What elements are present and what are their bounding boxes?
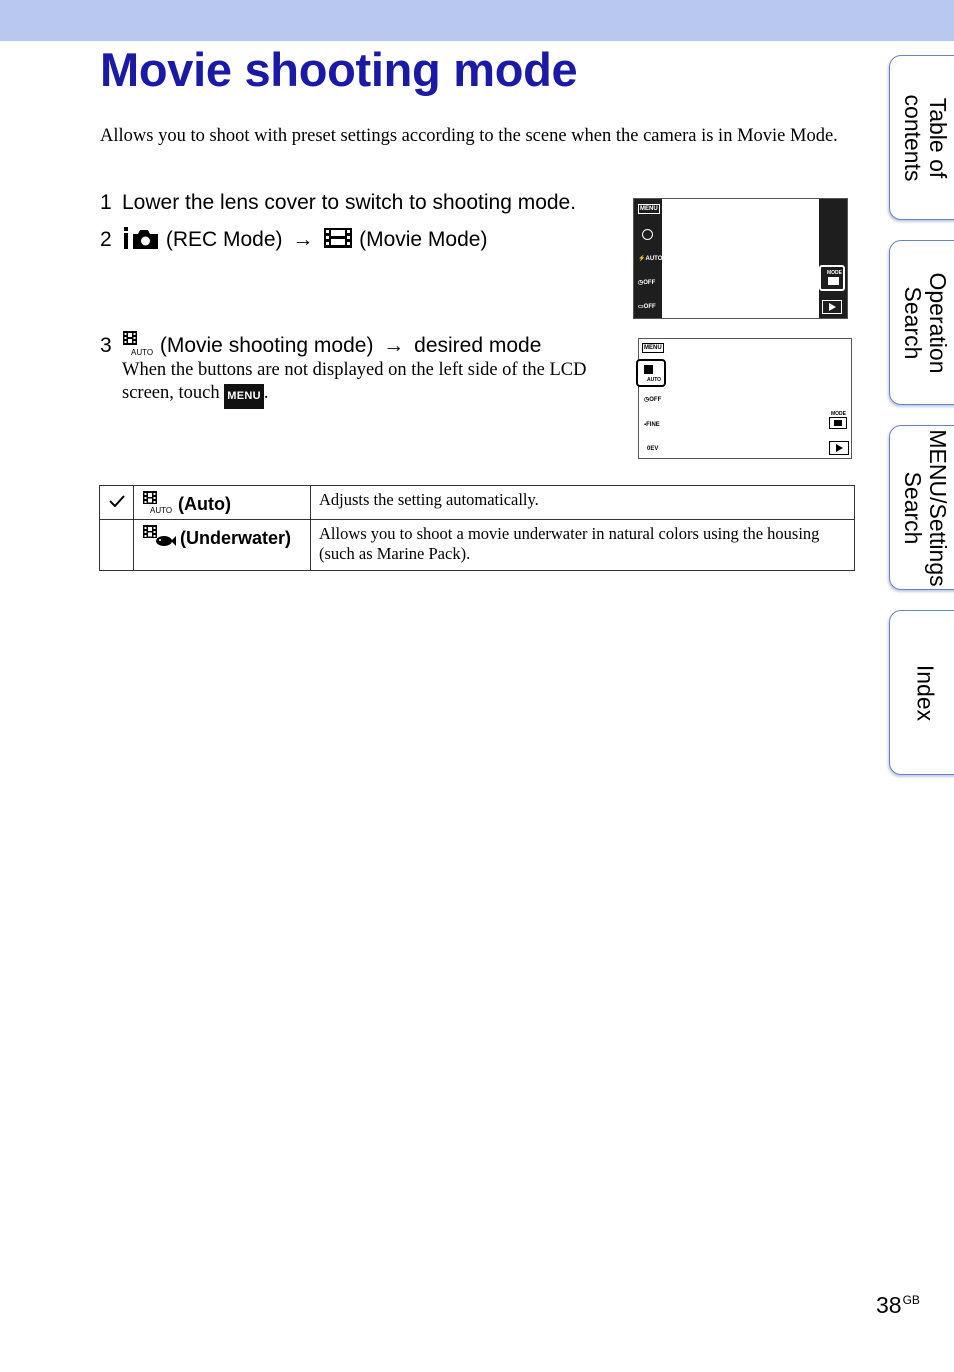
movie-shooting-mode-label: (Movie shooting mode)	[159, 334, 374, 357]
tab-menu-settings-search[interactable]: MENU/Settings Search	[889, 425, 954, 590]
step-3	[100, 330, 541, 362]
mode-name-cell	[134, 486, 311, 520]
table-row	[100, 520, 855, 571]
lcd-left-panel	[634, 199, 662, 318]
mode-description: Adjusts the setting automatically.	[319, 490, 539, 509]
tab-index[interactable]: Index	[889, 610, 954, 775]
auto-caption: AUTO	[131, 348, 154, 356]
svg-text:AUTO: AUTO	[150, 506, 172, 514]
table-row	[100, 486, 855, 520]
menu-button-icon: MENU	[224, 384, 264, 409]
movie-mode-icon	[323, 226, 353, 256]
desired-mode-label: desired mode	[414, 334, 542, 357]
lcd-screen-rec-mode	[633, 198, 848, 319]
default-marker-cell	[100, 520, 134, 571]
step-number: 3	[100, 334, 112, 357]
mode-name-cell	[134, 520, 311, 571]
camera-icon	[828, 277, 839, 285]
step-number: 2	[100, 228, 112, 251]
rec-mode-label: (REC Mode)	[165, 228, 283, 251]
mode-description: Allows you to shoot a movie underwater in natural colors using the housing (such as Marine Pack).	[319, 524, 820, 563]
burst-off-icon: ▭OFF	[638, 304, 656, 310]
note-end: .	[263, 383, 269, 403]
exposure-icon: 0EV	[647, 446, 659, 452]
default-marker-cell	[100, 486, 134, 520]
play-icon	[836, 444, 843, 452]
note-text: When the buttons are not displayed on the left side of the LCD screen, touch	[122, 360, 587, 403]
movie-mode-button	[829, 417, 847, 429]
lcd-menu-icon: MENU	[644, 345, 662, 351]
playback-button	[822, 300, 842, 314]
page-number: $38^{GB}$	[876, 1292, 920, 1318]
flash-auto-icon: ⚡AUTO	[638, 256, 663, 262]
lcd-right-panel	[819, 199, 847, 318]
checkmark-icon	[109, 495, 125, 507]
self-timer-off-icon: ◷OFF	[644, 397, 662, 403]
movie-underwater-icon	[142, 524, 176, 553]
movie-shooting-mode-icon	[122, 330, 154, 362]
film-icon	[834, 420, 842, 426]
mode-name: (Auto)	[178, 494, 231, 514]
film-icon	[644, 365, 653, 374]
mode-caption: MODE	[831, 411, 846, 417]
tab-table-of-contents[interactable]: Table of contents	[889, 55, 954, 220]
movie-auto-icon	[142, 490, 172, 519]
smile-icon	[642, 229, 653, 240]
arrow-icon: →	[383, 334, 405, 357]
rec-mode-button: MODE	[819, 265, 845, 291]
step-3-note	[122, 359, 622, 409]
step-number: 1	[100, 191, 112, 214]
lcd-menu-icon: MENU	[640, 206, 658, 212]
step-2	[100, 226, 487, 256]
movie-mode-label: (Movie Mode)	[359, 228, 488, 251]
modes-table	[99, 485, 855, 571]
mode-name: (Underwater)	[180, 528, 292, 548]
mode-description-cell	[311, 486, 855, 520]
movie-shooting-mode-button: AUTO	[636, 359, 666, 387]
step-text: Lower the lens cover to switch to shooting mode.	[122, 191, 577, 214]
intro-text: Allows you to shoot with preset settings according to the scene when the camera is in Movie Mode.	[100, 126, 838, 146]
mode-description-cell	[311, 520, 855, 571]
rec-mode-icon	[122, 226, 160, 256]
header-band	[0, 0, 954, 41]
lcd-screen-movie-mode	[638, 338, 852, 459]
page-title: Movie shooting mode	[100, 43, 578, 96]
step-1	[100, 191, 576, 215]
playback-button	[829, 441, 849, 455]
tab-operation-search[interactable]: Operation Search	[889, 240, 954, 405]
self-timer-off-icon: ◷OFF	[638, 280, 656, 286]
quality-fine-icon: ▪FINE	[644, 422, 660, 428]
arrow-icon: →	[292, 228, 314, 251]
play-icon	[829, 303, 836, 311]
